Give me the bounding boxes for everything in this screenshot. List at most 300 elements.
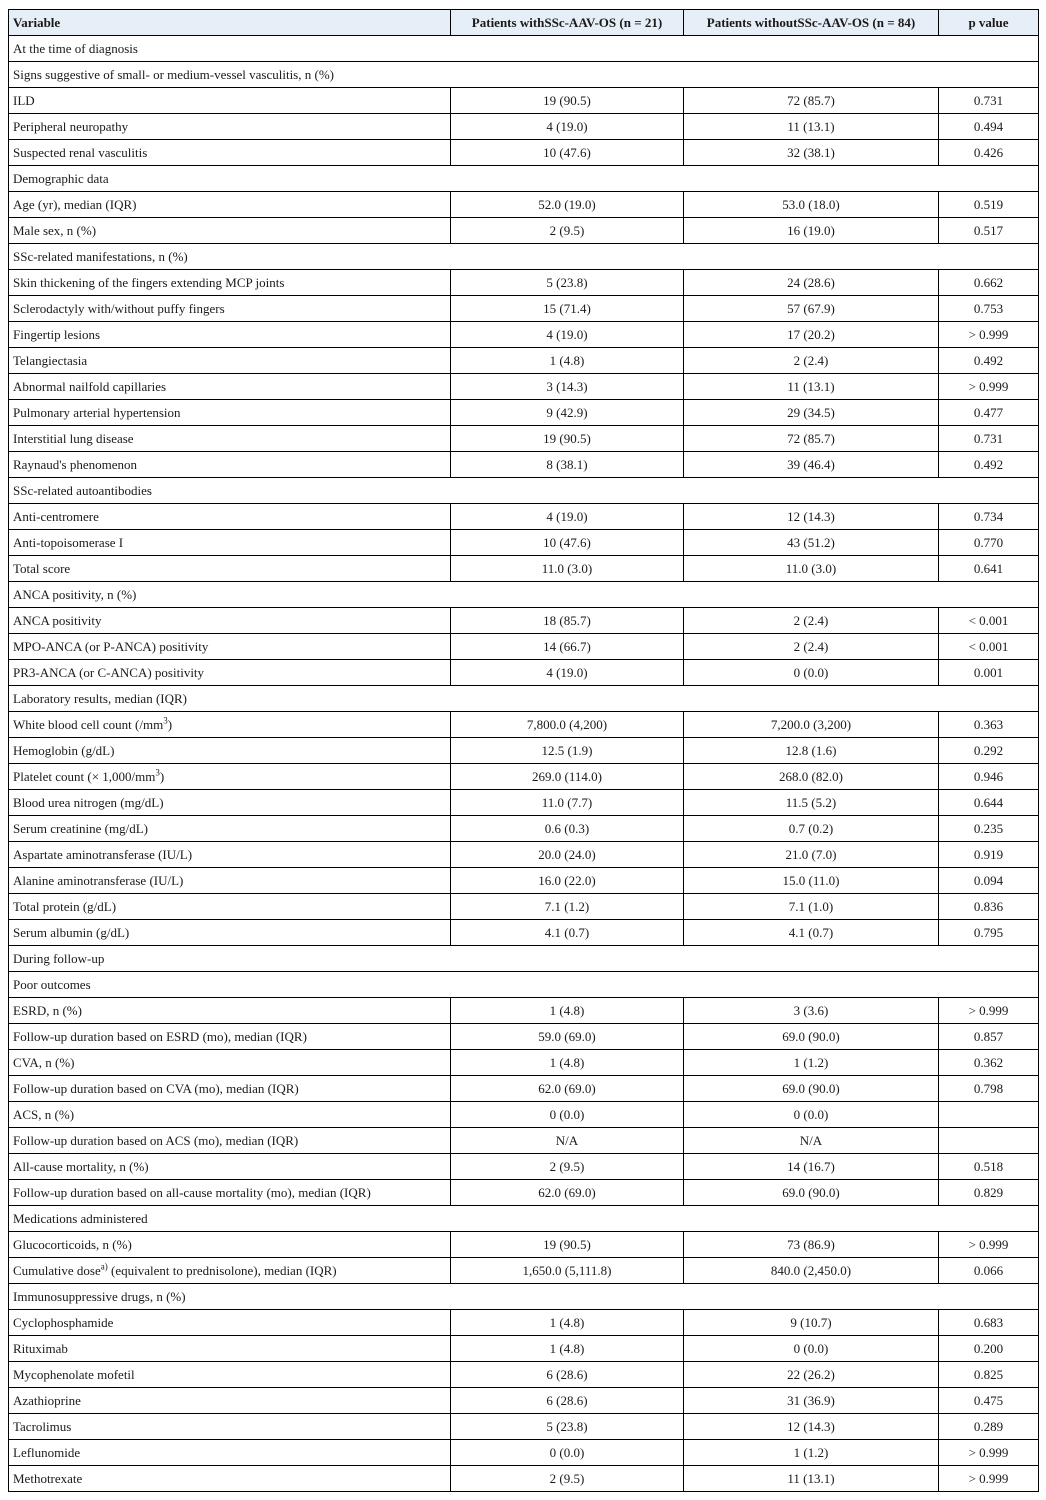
p-value: > 0.999 bbox=[939, 374, 1039, 400]
without-group-value: 69.0 (90.0) bbox=[684, 1024, 939, 1050]
variable-cell bbox=[9, 842, 451, 868]
variable-label-suffix: ) bbox=[159, 769, 165, 784]
variable-cell bbox=[9, 296, 451, 322]
without-group-value: 21.0 (7.0) bbox=[684, 842, 939, 868]
with-group-value: 1,650.0 (5,111.8) bbox=[451, 1258, 684, 1284]
p-value bbox=[939, 1102, 1039, 1128]
table-row bbox=[9, 738, 1039, 764]
table-row bbox=[9, 998, 1039, 1024]
variable-label: Telangiectasia bbox=[13, 353, 88, 368]
table-row bbox=[9, 1414, 1039, 1440]
p-value: > 0.999 bbox=[939, 1232, 1039, 1258]
variable-label: All-cause mortality, n (%) bbox=[13, 1159, 149, 1174]
with-group-value: 2 (9.5) bbox=[451, 218, 684, 244]
variable-label: Blood urea nitrogen (mg/dL) bbox=[13, 795, 164, 810]
with-group-value: 4 (19.0) bbox=[451, 114, 684, 140]
variable-cell bbox=[9, 374, 451, 400]
without-group-value: 11.5 (5.2) bbox=[684, 790, 939, 816]
table-row bbox=[9, 192, 1039, 218]
data-table bbox=[8, 9, 1039, 1492]
variable-label: Serum creatinine (mg/dL) bbox=[13, 821, 149, 836]
with-group-value: 19 (90.5) bbox=[451, 426, 684, 452]
p-value: 0.644 bbox=[939, 790, 1039, 816]
table-row bbox=[9, 1258, 1039, 1284]
without-group-value: 69.0 (90.0) bbox=[684, 1076, 939, 1102]
with-group-value: 2 (9.5) bbox=[451, 1466, 684, 1492]
p-value: 0.731 bbox=[939, 88, 1039, 114]
table-row bbox=[9, 530, 1039, 556]
variable-cell bbox=[9, 114, 451, 140]
p-value: 0.289 bbox=[939, 1414, 1039, 1440]
without-group-value: 43 (51.2) bbox=[684, 530, 939, 556]
with-group-value: 7.1 (1.2) bbox=[451, 894, 684, 920]
p-value: > 0.999 bbox=[939, 1440, 1039, 1466]
table-row bbox=[9, 270, 1039, 296]
variable-cell bbox=[9, 426, 451, 452]
table-row bbox=[9, 504, 1039, 530]
with-group-value: 4.1 (0.7) bbox=[451, 920, 684, 946]
section-row bbox=[9, 166, 1039, 192]
table-row bbox=[9, 1180, 1039, 1206]
without-group-value: 3 (3.6) bbox=[684, 998, 939, 1024]
variable-label: Methotrexate bbox=[13, 1471, 83, 1486]
table-row bbox=[9, 1024, 1039, 1050]
table-row bbox=[9, 634, 1039, 660]
without-group-value: 69.0 (90.0) bbox=[684, 1180, 939, 1206]
variable-label: Anti-centromere bbox=[13, 509, 99, 524]
section-row bbox=[9, 244, 1039, 270]
table-row bbox=[9, 114, 1039, 140]
table-row bbox=[9, 1076, 1039, 1102]
p-value: 0.857 bbox=[939, 1024, 1039, 1050]
p-value: 0.753 bbox=[939, 296, 1039, 322]
without-group-value: 17 (20.2) bbox=[684, 322, 939, 348]
variable-cell bbox=[9, 1128, 451, 1154]
variable-cell bbox=[9, 816, 451, 842]
p-value: 0.946 bbox=[939, 764, 1039, 790]
variable-cell bbox=[9, 1336, 451, 1362]
without-group-value: 840.0 (2,450.0) bbox=[684, 1258, 939, 1284]
p-value: 0.919 bbox=[939, 842, 1039, 868]
variable-label: Pulmonary arterial hypertension bbox=[13, 405, 181, 420]
section-title: Laboratory results, median (IQR) bbox=[9, 686, 1039, 712]
table-row bbox=[9, 400, 1039, 426]
variable-cell bbox=[9, 894, 451, 920]
table-row bbox=[9, 426, 1039, 452]
without-group-value: 22 (26.2) bbox=[684, 1362, 939, 1388]
p-value: > 0.999 bbox=[939, 322, 1039, 348]
p-value: 0.363 bbox=[939, 712, 1039, 738]
p-value: 0.770 bbox=[939, 530, 1039, 556]
section-row bbox=[9, 62, 1039, 88]
header-p-value: p value bbox=[939, 10, 1039, 36]
without-group-value: 72 (85.7) bbox=[684, 426, 939, 452]
without-group-value: 11 (13.1) bbox=[684, 374, 939, 400]
variable-cell bbox=[9, 270, 451, 296]
variable-label: MPO-ANCA (or P-ANCA) positivity bbox=[13, 639, 209, 654]
p-value: < 0.001 bbox=[939, 634, 1039, 660]
table-row bbox=[9, 790, 1039, 816]
p-value: 0.475 bbox=[939, 1388, 1039, 1414]
with-group-value: 5 (23.8) bbox=[451, 1414, 684, 1440]
variable-cell bbox=[9, 530, 451, 556]
p-value: 0.492 bbox=[939, 452, 1039, 478]
without-group-value: 73 (86.9) bbox=[684, 1232, 939, 1258]
section-title: Signs suggestive of small- or medium-vessel vasculitis, n (%) bbox=[9, 62, 1039, 88]
with-group-value: N/A bbox=[451, 1128, 684, 1154]
without-group-value: 53.0 (18.0) bbox=[684, 192, 939, 218]
with-group-value: 62.0 (69.0) bbox=[451, 1076, 684, 1102]
without-group-value: 9 (10.7) bbox=[684, 1310, 939, 1336]
without-group-value: 2 (2.4) bbox=[684, 608, 939, 634]
section-title: SSc-related manifestations, n (%) bbox=[9, 244, 1039, 270]
with-group-value: 11.0 (3.0) bbox=[451, 556, 684, 582]
variable-cell bbox=[9, 660, 451, 686]
header-variable: Variable bbox=[9, 10, 451, 36]
p-value: 0.200 bbox=[939, 1336, 1039, 1362]
with-group-value: 52.0 (19.0) bbox=[451, 192, 684, 218]
with-group-value: 16.0 (22.0) bbox=[451, 868, 684, 894]
variable-cell bbox=[9, 1024, 451, 1050]
variable-label-suffix: (equivalent to prednisolone), median (IQR) bbox=[107, 1263, 337, 1278]
variable-label: Total score bbox=[13, 561, 71, 576]
variable-cell bbox=[9, 400, 451, 426]
variable-label: Peripheral neuropathy bbox=[13, 119, 129, 134]
section-row bbox=[9, 686, 1039, 712]
p-value: 0.683 bbox=[939, 1310, 1039, 1336]
variable-label: Anti-topoisomerase I bbox=[13, 535, 124, 550]
with-group-value: 1 (4.8) bbox=[451, 1310, 684, 1336]
table-row bbox=[9, 296, 1039, 322]
table-row bbox=[9, 1362, 1039, 1388]
variable-label: PR3-ANCA (or C-ANCA) positivity bbox=[13, 665, 205, 680]
p-value: < 0.001 bbox=[939, 608, 1039, 634]
variable-cell bbox=[9, 634, 451, 660]
variable-label: Hemoglobin (g/dL) bbox=[13, 743, 115, 758]
section-title: Demographic data bbox=[9, 166, 1039, 192]
without-group-value: 0 (0.0) bbox=[684, 660, 939, 686]
table-row bbox=[9, 1388, 1039, 1414]
with-group-value: 0 (0.0) bbox=[451, 1102, 684, 1128]
p-value: 0.641 bbox=[939, 556, 1039, 582]
variable-cell bbox=[9, 1050, 451, 1076]
p-value: 0.477 bbox=[939, 400, 1039, 426]
p-value: 0.798 bbox=[939, 1076, 1039, 1102]
table-row bbox=[9, 1050, 1039, 1076]
variable-label: Fingertip lesions bbox=[13, 327, 101, 342]
variable-cell bbox=[9, 1310, 451, 1336]
header-with-group: Patients withSSc-AAV-OS (n = 21) bbox=[451, 10, 684, 36]
without-group-value: 268.0 (82.0) bbox=[684, 764, 939, 790]
p-value: 0.001 bbox=[939, 660, 1039, 686]
with-group-value: 0.6 (0.3) bbox=[451, 816, 684, 842]
table-row bbox=[9, 452, 1039, 478]
with-group-value: 19 (90.5) bbox=[451, 88, 684, 114]
with-group-value: 1 (4.8) bbox=[451, 1336, 684, 1362]
variable-cell bbox=[9, 88, 451, 114]
section-row bbox=[9, 1284, 1039, 1310]
with-group-value: 8 (38.1) bbox=[451, 452, 684, 478]
section-title: At the time of diagnosis bbox=[9, 36, 1039, 62]
without-group-value: 16 (19.0) bbox=[684, 218, 939, 244]
variable-label: Skin thickening of the fingers extending MCP joints bbox=[13, 275, 285, 290]
without-group-value: 39 (46.4) bbox=[684, 452, 939, 478]
section-title: Immunosuppressive drugs, n (%) bbox=[9, 1284, 1039, 1310]
variable-label: Leflunomide bbox=[13, 1445, 81, 1460]
without-group-value: 29 (34.5) bbox=[684, 400, 939, 426]
section-row bbox=[9, 582, 1039, 608]
table-row bbox=[9, 374, 1039, 400]
variable-label: ESRD, n (%) bbox=[13, 1003, 82, 1018]
section-title: ANCA positivity, n (%) bbox=[9, 582, 1039, 608]
superscript: a) bbox=[100, 1261, 108, 1272]
variable-label: Age (yr), median (IQR) bbox=[13, 197, 137, 212]
variable-label: ANCA positivity bbox=[13, 613, 102, 628]
without-group-value: 7.1 (1.0) bbox=[684, 894, 939, 920]
with-group-value: 4 (19.0) bbox=[451, 660, 684, 686]
variable-label: Interstitial lung disease bbox=[13, 431, 134, 446]
table-row bbox=[9, 1336, 1039, 1362]
with-group-value: 2 (9.5) bbox=[451, 1154, 684, 1180]
variable-cell bbox=[9, 1440, 451, 1466]
p-value: 0.094 bbox=[939, 868, 1039, 894]
with-group-value: 5 (23.8) bbox=[451, 270, 684, 296]
table-row bbox=[9, 868, 1039, 894]
table-row bbox=[9, 1102, 1039, 1128]
variable-label: Glucocorticoids, n (%) bbox=[13, 1237, 132, 1252]
p-value: 0.519 bbox=[939, 192, 1039, 218]
p-value: 0.517 bbox=[939, 218, 1039, 244]
with-group-value: 7,800.0 (4,200) bbox=[451, 712, 684, 738]
without-group-value: 0 (0.0) bbox=[684, 1336, 939, 1362]
table-row bbox=[9, 1466, 1039, 1492]
variable-label: Cumulative dose bbox=[13, 1263, 101, 1278]
variable-label: Male sex, n (%) bbox=[13, 223, 97, 238]
without-group-value: 11 (13.1) bbox=[684, 114, 939, 140]
p-value: 0.292 bbox=[939, 738, 1039, 764]
with-group-value: 12.5 (1.9) bbox=[451, 738, 684, 764]
without-group-value: 72 (85.7) bbox=[684, 88, 939, 114]
with-group-value: 6 (28.6) bbox=[451, 1362, 684, 1388]
without-group-value: 1 (1.2) bbox=[684, 1440, 939, 1466]
variable-label: Cyclophosphamide bbox=[13, 1315, 114, 1330]
with-group-value: 14 (66.7) bbox=[451, 634, 684, 660]
table-row bbox=[9, 816, 1039, 842]
section-row bbox=[9, 946, 1039, 972]
without-group-value: 7,200.0 (3,200) bbox=[684, 712, 939, 738]
p-value: 0.829 bbox=[939, 1180, 1039, 1206]
without-group-value: 12 (14.3) bbox=[684, 1414, 939, 1440]
table-row bbox=[9, 894, 1039, 920]
variable-label: Total protein (g/dL) bbox=[13, 899, 117, 914]
variable-label: Alanine aminotransferase (IU/L) bbox=[13, 873, 184, 888]
p-value: 0.731 bbox=[939, 426, 1039, 452]
variable-cell bbox=[9, 764, 451, 790]
with-group-value: 15 (71.4) bbox=[451, 296, 684, 322]
variable-label: Rituximab bbox=[13, 1341, 68, 1356]
with-group-value: 4 (19.0) bbox=[451, 322, 684, 348]
p-value: 0.492 bbox=[939, 348, 1039, 374]
variable-cell bbox=[9, 998, 451, 1024]
variable-cell bbox=[9, 192, 451, 218]
variable-label: Follow-up duration based on ESRD (mo), median (IQR) bbox=[13, 1029, 307, 1044]
p-value: 0.734 bbox=[939, 504, 1039, 530]
without-group-value: 4.1 (0.7) bbox=[684, 920, 939, 946]
without-group-value: 57 (67.9) bbox=[684, 296, 939, 322]
section-title: During follow-up bbox=[9, 946, 1039, 972]
p-value: 0.836 bbox=[939, 894, 1039, 920]
table-row bbox=[9, 1310, 1039, 1336]
with-group-value: 6 (28.6) bbox=[451, 1388, 684, 1414]
section-title: Poor outcomes bbox=[9, 972, 1039, 998]
table-header-row bbox=[9, 10, 1039, 36]
variable-label: ACS, n (%) bbox=[13, 1107, 75, 1122]
table-row bbox=[9, 348, 1039, 374]
variable-label: Platelet count (× 1,000/mm bbox=[13, 769, 156, 784]
without-group-value: 15.0 (11.0) bbox=[684, 868, 939, 894]
table-body bbox=[9, 36, 1039, 1492]
without-group-value: 11 (13.1) bbox=[684, 1466, 939, 1492]
variable-cell bbox=[9, 920, 451, 946]
p-value: 0.235 bbox=[939, 816, 1039, 842]
with-group-value: 10 (47.6) bbox=[451, 530, 684, 556]
table-row bbox=[9, 764, 1039, 790]
with-group-value: 59.0 (69.0) bbox=[451, 1024, 684, 1050]
variable-label: Follow-up duration based on CVA (mo), median (IQR) bbox=[13, 1081, 299, 1096]
variable-cell bbox=[9, 738, 451, 764]
table-row bbox=[9, 88, 1039, 114]
variable-label: Sclerodactyly with/without puffy fingers bbox=[13, 301, 225, 316]
variable-label: Raynaud's phenomenon bbox=[13, 457, 138, 472]
section-title: SSc-related autoantibodies bbox=[9, 478, 1039, 504]
with-group-value: 19 (90.5) bbox=[451, 1232, 684, 1258]
variable-label: White blood cell count (/mm bbox=[13, 717, 164, 732]
without-group-value: 32 (38.1) bbox=[684, 140, 939, 166]
variable-cell bbox=[9, 348, 451, 374]
without-group-value: 2 (2.4) bbox=[684, 348, 939, 374]
table-row bbox=[9, 140, 1039, 166]
table-row bbox=[9, 920, 1039, 946]
variable-cell bbox=[9, 322, 451, 348]
with-group-value: 0 (0.0) bbox=[451, 1440, 684, 1466]
section-row bbox=[9, 478, 1039, 504]
table-row bbox=[9, 842, 1039, 868]
without-group-value: 11.0 (3.0) bbox=[684, 556, 939, 582]
without-group-value: 0.7 (0.2) bbox=[684, 816, 939, 842]
variable-label: Tacrolimus bbox=[13, 1419, 72, 1434]
without-group-value: 1 (1.2) bbox=[684, 1050, 939, 1076]
with-group-value: 62.0 (69.0) bbox=[451, 1180, 684, 1206]
variable-cell bbox=[9, 452, 451, 478]
variable-label: Abnormal nailfold capillaries bbox=[13, 379, 167, 394]
section-row bbox=[9, 1206, 1039, 1232]
p-value: > 0.999 bbox=[939, 998, 1039, 1024]
with-group-value: 269.0 (114.0) bbox=[451, 764, 684, 790]
p-value: 0.362 bbox=[939, 1050, 1039, 1076]
variable-label: Serum albumin (g/dL) bbox=[13, 925, 130, 940]
variable-cell bbox=[9, 790, 451, 816]
table-row bbox=[9, 322, 1039, 348]
variable-label: Mycophenolate mofetil bbox=[13, 1367, 135, 1382]
table-container bbox=[8, 9, 1039, 1492]
variable-label: Aspartate aminotransferase (IU/L) bbox=[13, 847, 193, 862]
with-group-value: 1 (4.8) bbox=[451, 1050, 684, 1076]
variable-cell bbox=[9, 1258, 451, 1284]
table-row bbox=[9, 218, 1039, 244]
variable-cell bbox=[9, 1076, 451, 1102]
with-group-value: 10 (47.6) bbox=[451, 140, 684, 166]
p-value: > 0.999 bbox=[939, 1466, 1039, 1492]
table-row bbox=[9, 1154, 1039, 1180]
variable-label: CVA, n (%) bbox=[13, 1055, 75, 1070]
with-group-value: 18 (85.7) bbox=[451, 608, 684, 634]
with-group-value: 11.0 (7.7) bbox=[451, 790, 684, 816]
p-value: 0.825 bbox=[939, 1362, 1039, 1388]
variable-cell bbox=[9, 868, 451, 894]
p-value: 0.426 bbox=[939, 140, 1039, 166]
table-row bbox=[9, 712, 1039, 738]
p-value: 0.066 bbox=[939, 1258, 1039, 1284]
p-value: 0.795 bbox=[939, 920, 1039, 946]
variable-label: ILD bbox=[13, 93, 35, 108]
without-group-value: 0 (0.0) bbox=[684, 1102, 939, 1128]
without-group-value: 12.8 (1.6) bbox=[684, 738, 939, 764]
variable-label: Azathioprine bbox=[13, 1393, 81, 1408]
p-value: 0.662 bbox=[939, 270, 1039, 296]
with-group-value: 1 (4.8) bbox=[451, 998, 684, 1024]
variable-label-suffix: ) bbox=[167, 717, 173, 732]
table-row bbox=[9, 1232, 1039, 1258]
variable-cell bbox=[9, 1414, 451, 1440]
with-group-value: 1 (4.8) bbox=[451, 348, 684, 374]
superscript: 3 bbox=[155, 767, 160, 778]
with-group-value: 9 (42.9) bbox=[451, 400, 684, 426]
table-row bbox=[9, 1440, 1039, 1466]
variable-cell bbox=[9, 218, 451, 244]
variable-cell bbox=[9, 1466, 451, 1492]
variable-cell bbox=[9, 1388, 451, 1414]
with-group-value: 4 (19.0) bbox=[451, 504, 684, 530]
variable-cell bbox=[9, 1154, 451, 1180]
without-group-value: 12 (14.3) bbox=[684, 504, 939, 530]
p-value: 0.518 bbox=[939, 1154, 1039, 1180]
without-group-value: 24 (28.6) bbox=[684, 270, 939, 296]
variable-label: Suspected renal vasculitis bbox=[13, 145, 148, 160]
table-row bbox=[9, 1128, 1039, 1154]
without-group-value: 2 (2.4) bbox=[684, 634, 939, 660]
without-group-value: 14 (16.7) bbox=[684, 1154, 939, 1180]
section-title: Medications administered bbox=[9, 1206, 1039, 1232]
p-value bbox=[939, 1128, 1039, 1154]
without-group-value: N/A bbox=[684, 1128, 939, 1154]
header-without-group: Patients withoutSSc-AAV-OS (n = 84) bbox=[684, 10, 939, 36]
variable-cell bbox=[9, 140, 451, 166]
section-row bbox=[9, 972, 1039, 998]
with-group-value: 20.0 (24.0) bbox=[451, 842, 684, 868]
variable-cell bbox=[9, 504, 451, 530]
section-row bbox=[9, 36, 1039, 62]
superscript: 3 bbox=[163, 715, 168, 726]
variable-cell bbox=[9, 1232, 451, 1258]
variable-cell bbox=[9, 712, 451, 738]
table-row bbox=[9, 608, 1039, 634]
variable-label: Follow-up duration based on all-cause mortality (mo), median (IQR) bbox=[13, 1185, 371, 1200]
with-group-value: 3 (14.3) bbox=[451, 374, 684, 400]
variable-cell bbox=[9, 1362, 451, 1388]
variable-cell bbox=[9, 556, 451, 582]
variable-cell bbox=[9, 1102, 451, 1128]
table-row bbox=[9, 660, 1039, 686]
